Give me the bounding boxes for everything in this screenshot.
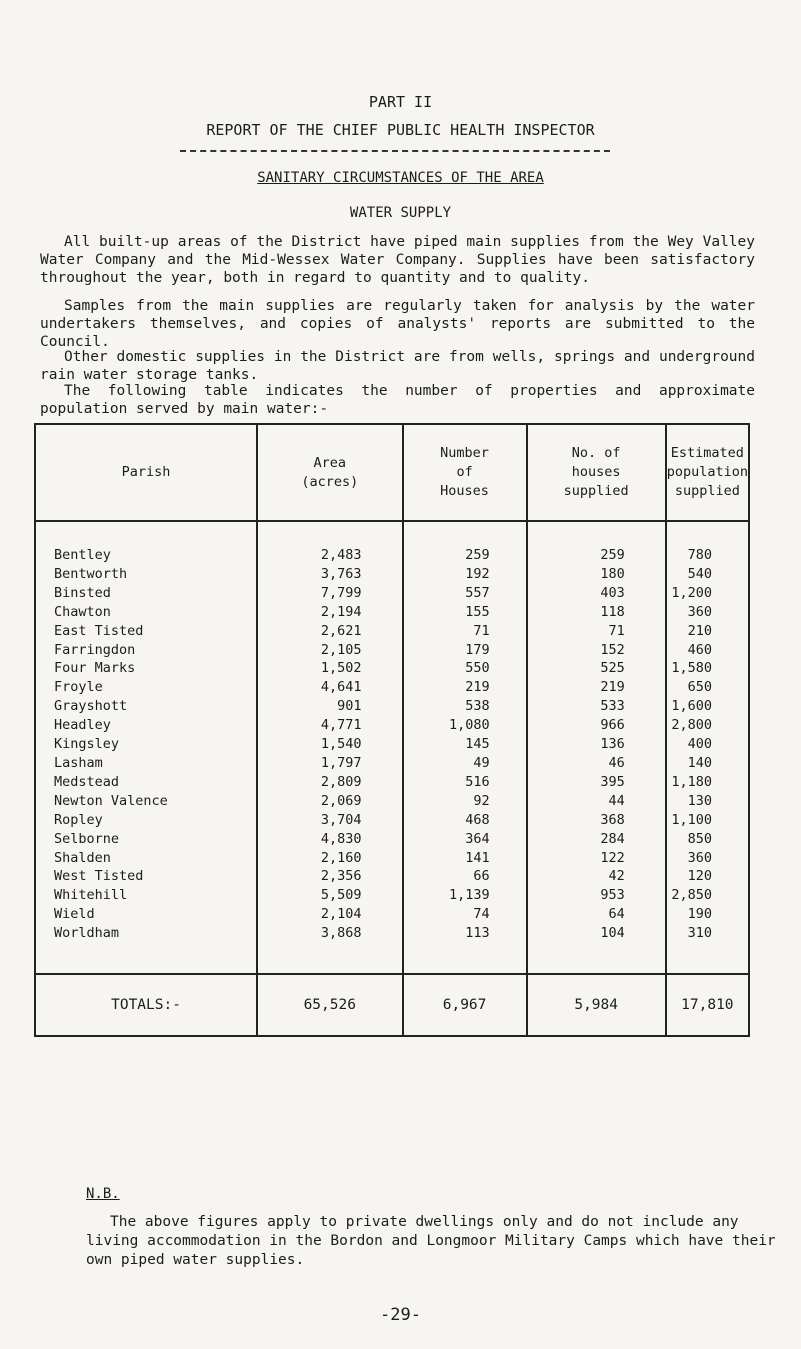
totals-houses: 6,967 [403,974,527,1036]
cell-supplied: 118 [527,603,666,622]
cell-area: 1,797 [257,754,402,773]
cell-parish: Wield [35,905,257,924]
cell-area: 2,069 [257,792,402,811]
table-row [35,584,749,603]
cell-area: 3,868 [257,924,402,974]
section-title [0,170,801,186]
page-number: -29- [380,1305,421,1325]
cell-supplied: 966 [527,716,666,735]
table-row [35,867,749,886]
table-row [35,924,749,974]
header-houses-supplied: No. of houses supplied [527,424,666,521]
cell-parish: Bentworth [35,565,257,584]
paragraph-other-supplies: Other domestic supplies in the District are from wells, springs and underground rain water storage tanks. [40,349,755,383]
table-row [35,905,749,924]
cell-parish: Whitehill [35,886,257,905]
paragraph-main-supplies: All built-up areas of the District have piped main supplies from the Wey Valley Water Company and the Mid-Wessex Water Company. Supplies have been satisfactory throughout the year, both in regard to quantity and to quality. [40,234,755,286]
cell-parish: Froyle [35,678,257,697]
cell-houses: 219 [403,678,527,697]
cell-supplied: 136 [527,735,666,754]
cell-houses: 1,139 [403,886,527,905]
cell-parish: Grayshott [35,697,257,716]
cell-area: 3,704 [257,811,402,830]
cell-parish: Shalden [35,849,257,868]
cell-supplied: 219 [527,678,666,697]
cell-parish: Worldham [35,924,257,974]
part-heading: PART II [368,93,433,111]
header-parish: Parish [35,424,257,521]
cell-area: 4,641 [257,678,402,697]
cell-houses: 145 [403,735,527,754]
totals-area: 65,526 [257,974,402,1036]
cell-area: 2,483 [257,521,402,565]
table-row [35,603,749,622]
table-body [35,521,749,974]
cell-area: 2,160 [257,849,402,868]
cell-houses: 179 [403,641,527,660]
cell-houses: 113 [403,924,527,974]
cell-population: 2,850 [666,886,749,905]
cell-houses: 155 [403,603,527,622]
cell-area: 2,621 [257,622,402,641]
header-area: Area (acres) [257,424,402,521]
cell-supplied: 395 [527,773,666,792]
table-row [35,792,749,811]
cell-area: 2,105 [257,641,402,660]
cell-area: 1,540 [257,735,402,754]
cell-area: 4,771 [257,716,402,735]
cell-houses: 74 [403,905,527,924]
cell-supplied: 44 [527,792,666,811]
cell-supplied: 64 [527,905,666,924]
cell-supplied: 525 [527,659,666,678]
cell-population: 1,600 [666,697,749,716]
cell-area: 2,356 [257,867,402,886]
cell-supplied: 152 [527,641,666,660]
header-number-of-houses: Number of Houses [403,424,527,521]
table-row [35,565,749,584]
cell-parish: West Tisted [35,867,257,886]
water-supply-table [34,423,750,1037]
totals-row [35,974,749,1036]
cell-parish: Selborne [35,830,257,849]
cell-parish: Farringdon [35,641,257,660]
cell-population: 780 [666,521,749,565]
cell-parish: East Tisted [35,622,257,641]
cell-houses: 538 [403,697,527,716]
cell-population: 190 [666,905,749,924]
note-label-text: N.B. [86,1186,120,1202]
cell-houses: 468 [403,811,527,830]
cell-population: 1,180 [666,773,749,792]
cell-houses: 516 [403,773,527,792]
cell-area: 1,502 [257,659,402,678]
cell-parish: Four Marks [35,659,257,678]
cell-supplied: 42 [527,867,666,886]
cell-population: 400 [666,735,749,754]
cell-population: 540 [666,565,749,584]
table-row [35,716,749,735]
table-row [35,773,749,792]
cell-supplied: 533 [527,697,666,716]
cell-supplied: 368 [527,811,666,830]
cell-population: 210 [666,622,749,641]
cell-area: 3,763 [257,565,402,584]
cell-population: 360 [666,849,749,868]
cell-parish: Lasham [35,754,257,773]
cell-houses: 141 [403,849,527,868]
table-row [35,521,749,565]
totals-label: TOTALS:- [35,974,257,1036]
table-row [35,697,749,716]
cell-houses: 49 [403,754,527,773]
cell-parish: Bentley [35,521,257,565]
cell-population: 360 [666,603,749,622]
note-text: The above figures apply to private dwellings only and do not include any living accommodation in the Bordon and Longmoor Military Camps which have their own piped water supplies. [86,1214,776,1268]
table-row [35,641,749,660]
cell-area: 5,509 [257,886,402,905]
report-title: REPORT OF THE CHIEF PUBLIC HEALTH INSPECTOR [206,121,595,139]
cell-supplied: 403 [527,584,666,603]
note-label [86,1186,120,1202]
paragraph-samples: Samples from the main supplies are regularly taken for analysis by the water undertakers themselves, and copies of analysts' reports are submitted to the Council. [40,298,755,350]
cell-houses: 364 [403,830,527,849]
cell-area: 2,104 [257,905,402,924]
table-row [35,622,749,641]
cell-houses: 71 [403,622,527,641]
cell-supplied: 180 [527,565,666,584]
table-row [35,849,749,868]
subsection-title: WATER SUPPLY [349,205,452,221]
cell-supplied: 953 [527,886,666,905]
cell-population: 130 [666,792,749,811]
cell-population: 2,800 [666,716,749,735]
cell-population: 850 [666,830,749,849]
totals-population: 17,810 [666,974,749,1036]
cell-supplied: 259 [527,521,666,565]
cell-population: 120 [666,867,749,886]
cell-parish: Newton Valence [35,792,257,811]
cell-houses: 1,080 [403,716,527,735]
table-header-row [35,424,749,521]
cell-parish: Ropley [35,811,257,830]
header-estimated-population: Estimated population supplied [666,424,749,521]
cell-population: 650 [666,678,749,697]
cell-parish: Medstead [35,773,257,792]
cell-houses: 550 [403,659,527,678]
table-row [35,678,749,697]
cell-population: 310 [666,924,749,974]
cell-population: 1,580 [666,659,749,678]
cell-area: 7,799 [257,584,402,603]
section-title-text: SANITARY CIRCUMSTANCES OF THE AREA [257,170,544,186]
cell-area: 4,830 [257,830,402,849]
cell-parish: Chawton [35,603,257,622]
cell-supplied: 284 [527,830,666,849]
table-row [35,754,749,773]
cell-population: 1,100 [666,811,749,830]
cell-houses: 557 [403,584,527,603]
cell-houses: 192 [403,565,527,584]
cell-supplied: 71 [527,622,666,641]
cell-supplied: 122 [527,849,666,868]
cell-parish: Headley [35,716,257,735]
dashed-divider [180,150,610,152]
cell-supplied: 46 [527,754,666,773]
cell-population: 140 [666,754,749,773]
cell-area: 901 [257,697,402,716]
table-row [35,830,749,849]
cell-population: 1,200 [666,584,749,603]
cell-parish: Kingsley [35,735,257,754]
cell-area: 2,809 [257,773,402,792]
cell-supplied: 104 [527,924,666,974]
cell-parish: Binsted [35,584,257,603]
totals-supplied: 5,984 [527,974,666,1036]
cell-houses: 92 [403,792,527,811]
cell-population: 460 [666,641,749,660]
cell-area: 2,194 [257,603,402,622]
table-row [35,886,749,905]
table-row [35,659,749,678]
paragraph-table-intro: The following table indicates the number of properties and approximate population served by main water:- [40,383,755,417]
cell-houses: 259 [403,521,527,565]
table-row [35,811,749,830]
cell-houses: 66 [403,867,527,886]
table-row [35,735,749,754]
